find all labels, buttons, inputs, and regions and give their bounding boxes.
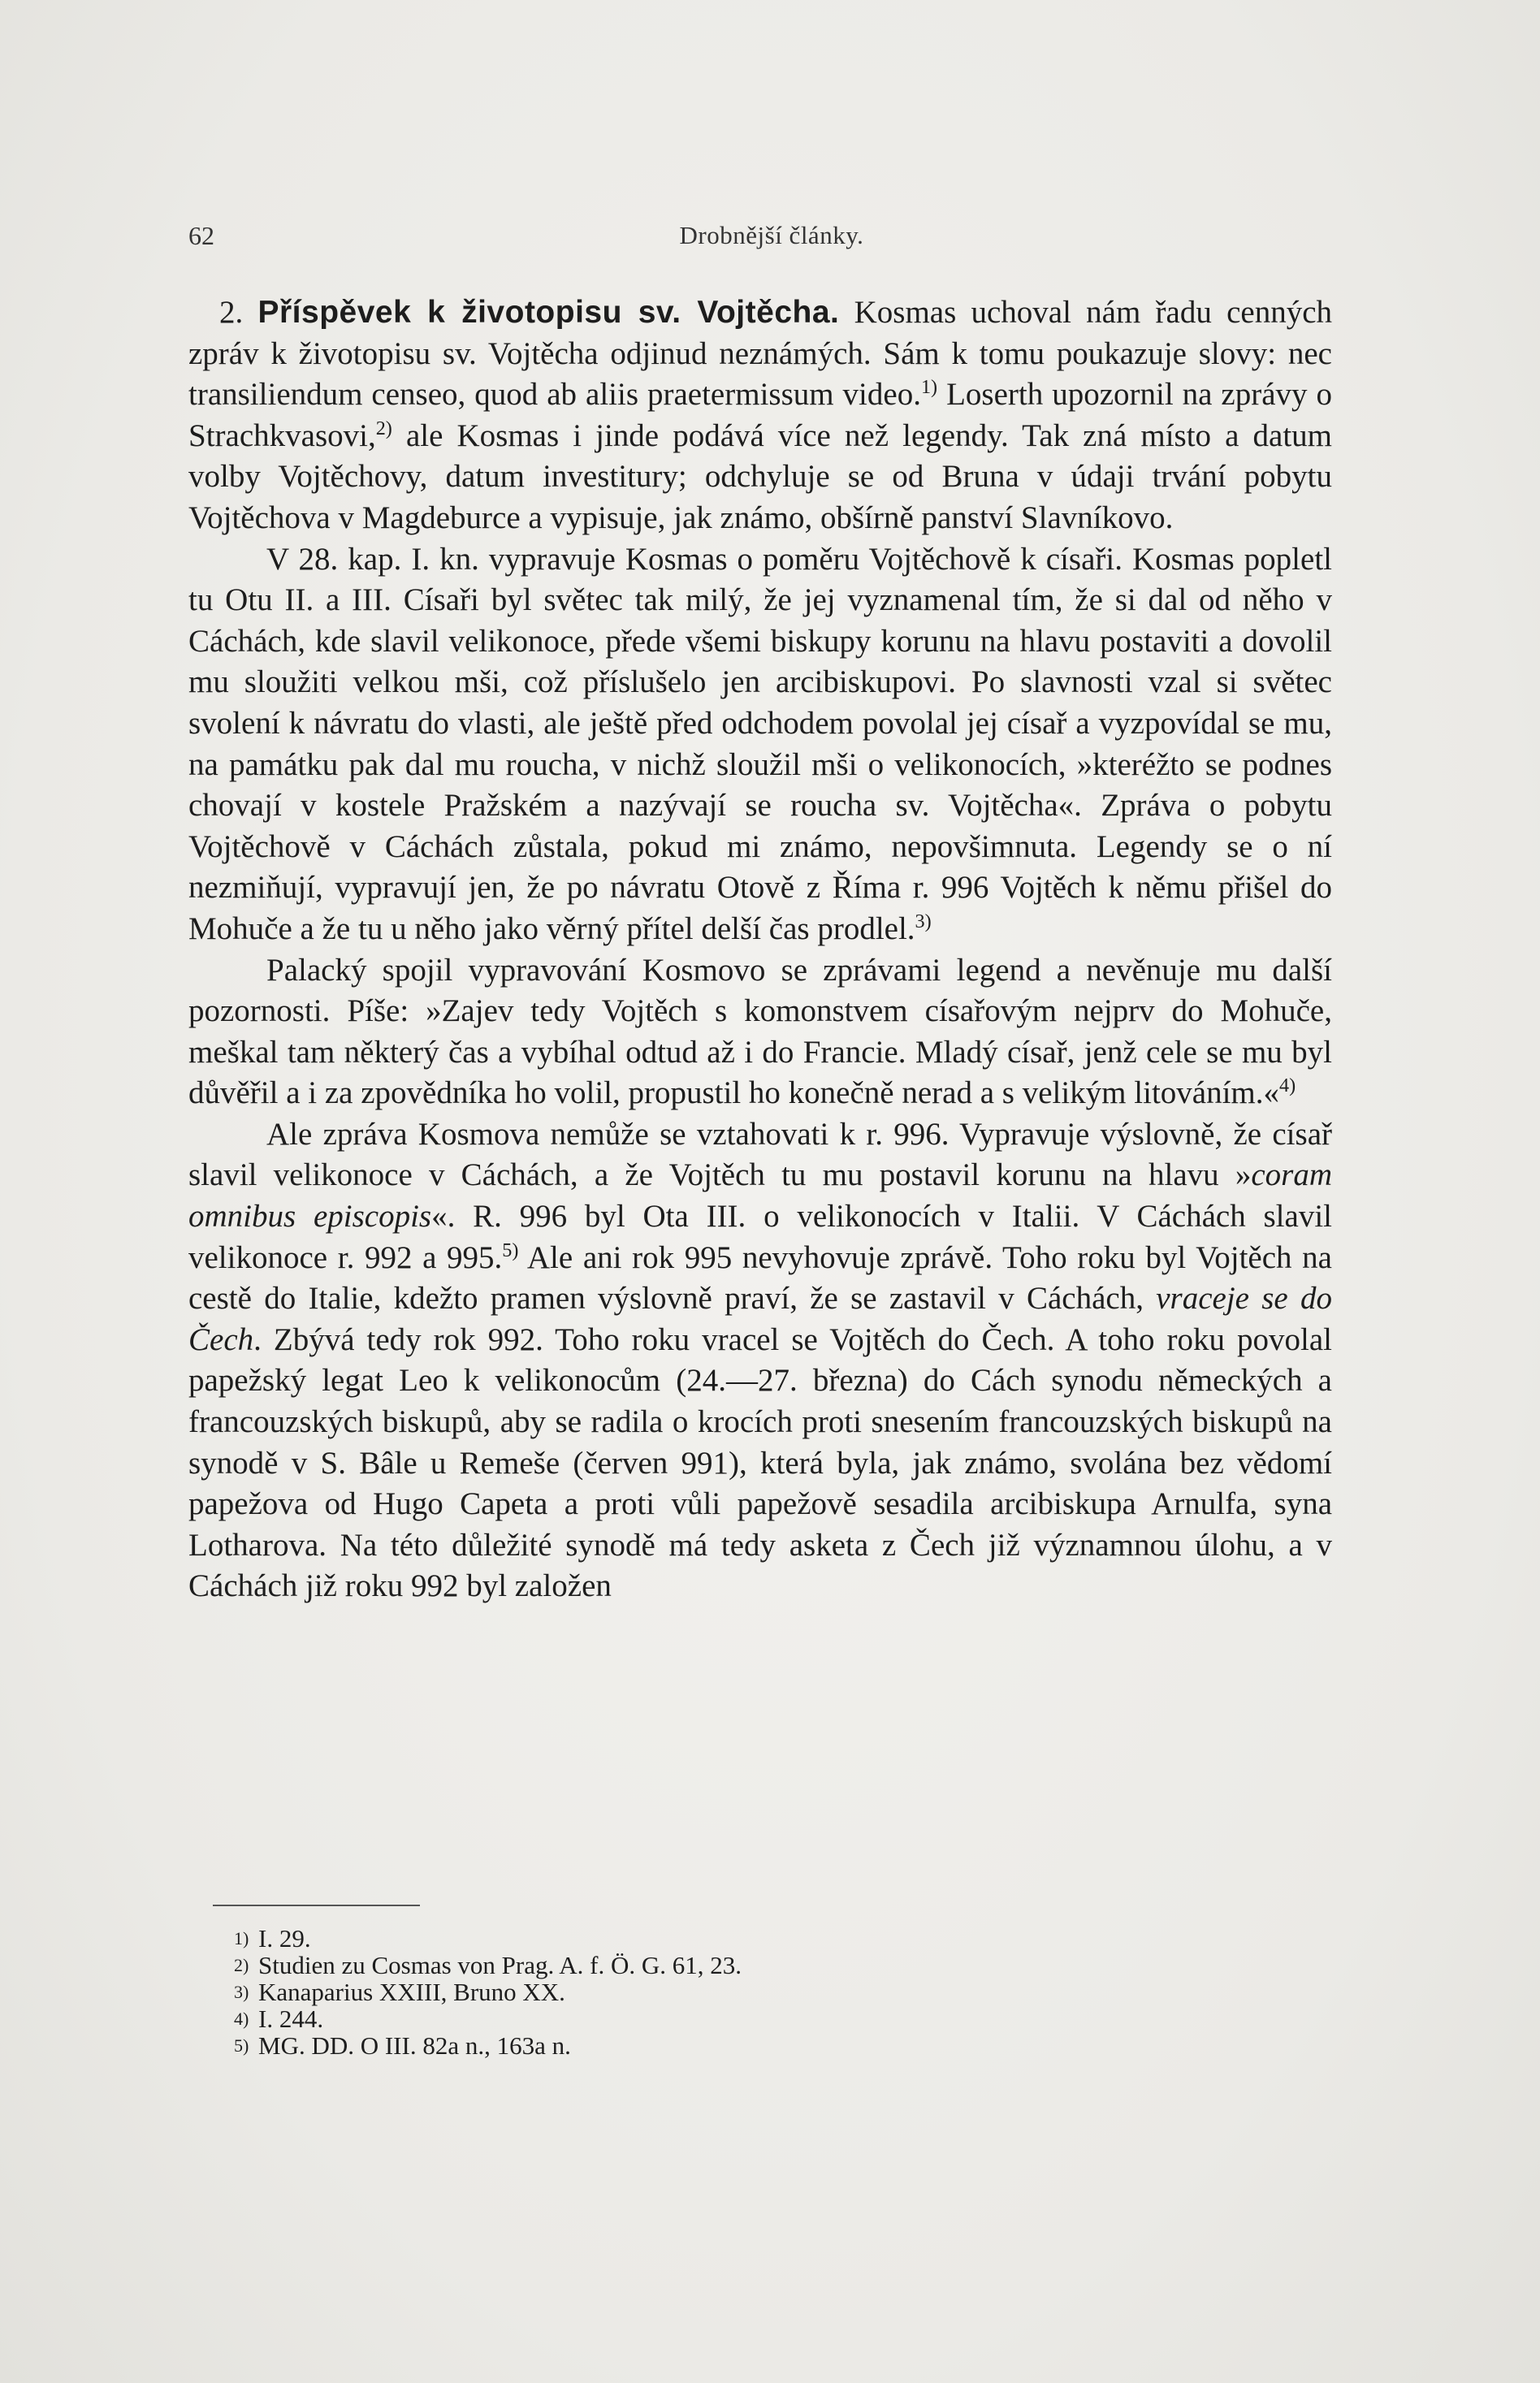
footnote-ref-5: 5) xyxy=(502,1239,519,1261)
footnote xyxy=(234,2005,1192,2033)
italic-phrase: vraceje se do Čech xyxy=(188,1281,1332,1357)
footnote-ref-3: 3) xyxy=(915,910,932,932)
footnote-ref-4: 4) xyxy=(1279,1075,1296,1097)
page-header xyxy=(188,221,1355,263)
paragraph-4: Ale zpráva Kosmova nemůže se vztahovati k r. 996. Vypravuje výslovně, že císař slavil velikonoce v Cáchách, a že Vojtěch tu mu postavil korunu na hlavu »coram omnibus episcopis«. R. 996 byl Ota III. o velikonocích v Italii. V Cáchách slavil velikonoce r. 992 a 995.$^{5)}$ Ale ani rok 995 nevyhovuje zprávě. Toho roku byl Vojtěch na cestě do Italie, kdežto pramen výslovně praví, že se zastavil v Cáchách, vraceje se do Čech. Zbývá tedy rok 992. Toho roku vracel se Vojtěch do Čech. A toho roku povolal papežský legat Leo k velikonocům (24.—27. března) do Cách synodu německých a francouzských biskupů, aby se radila o krocích proti snesením francouzských biskupů na synodě v S. Bâle u Remeše (červen 991), která byla, jak známo, svolána bez vědomí papežova od Hugo Capeta a proti vůli papežově sesadila arcibiskupa Arnulfa, syna Lotharova. Na této důležité synodě má tedy asketa z Čech již významnou úlohu, a v Cáchách již roku 992 byl založen xyxy=(188,1116,1332,1604)
page-number: 62 xyxy=(188,221,214,250)
footnote xyxy=(234,2031,1192,2060)
footnotes xyxy=(234,1924,1192,2060)
running-head: Drobnější články. xyxy=(679,221,864,249)
footnote-ref-1: 1) xyxy=(920,376,938,399)
footnote-text: I. 29. xyxy=(258,1924,311,1953)
footnote-text: Studien zu Cosmas von Prag. A. f. Ö. G. 61, 23. xyxy=(258,1951,742,1979)
footnote xyxy=(234,1978,1192,2006)
footnote xyxy=(234,1951,1192,1979)
section-title: Příspěvek k životopisu sv. Vojtěcha. xyxy=(257,295,840,330)
footnote-text: MG. DD. O III. 82a n., 163a n. xyxy=(258,2031,571,2060)
footnote-mark: 5) xyxy=(234,2035,249,2056)
paragraph-3: Palacký spojil vypravování Kosmovo se zprávami legend a nevěnuje mu další pozornosti. Píše: »Zajev tedy Vojtěch s komonstvem císařovým nejprv do Mohuče, meškal tam některý čas a vybíhal odtud až i do Francie. Mladý císař, jenž cele se mu byl důvěřil a i za zpovědníka ho volil, propustil ho konečně nerad a s velikým litováním.«$^{4)}$ xyxy=(188,952,1332,1111)
section-number: 2. xyxy=(219,295,244,330)
footnote-mark: 4) xyxy=(234,2009,249,2029)
footnote-ref-2: 2) xyxy=(375,417,392,439)
paragraph-2: V 28. kap. I. kn. vypravuje Kosmas o poměru Vojtěchově k císaři. Kosmas popletl tu Otu II. a III. Císaři byl světec tak milý, že jej vyznamenal tím, že si dal od něho v Cáchách, kde slavil velikonoce, přede všemi biskupy korunu na hlavu postaviti a dovolil mu sloužiti velkou mši, což příslušelo jen arcibiskupovi. Po slavnosti vzal si světec svolení k návratu do vlasti, ale ještě před odchodem povolal jej císař a vyzpovídal se mu, na památku pak dal mu roucha, v nichž sloužil mši o velikonocích, »kteréžto se podnes chovají v kostele Pražském a nazývají se roucha sv. Vojtěcha«. Zpráva o pobytu Vojtěchově v Cáchách zůstala, pokud mi známo, nepovšimnuta. Legendy se o ní nezmiňují, vypravují jen, že po návratu Otově z Říma r. 996 Vojtěch k němu přišel do Mohuče a že tu u něho jako věrný přítel delší čas prodlel.$^{3)}$ xyxy=(188,541,1332,946)
footnote-mark: 3) xyxy=(234,1982,249,2002)
article-body xyxy=(188,292,1332,1607)
footnote-text: Kanaparius XXIII, Bruno XX. xyxy=(258,1978,565,2006)
footnote xyxy=(234,1924,1192,1953)
italic-latin-phrase: coram omnibus episcopis xyxy=(188,1157,1332,1235)
footnote-mark: 2) xyxy=(234,1955,249,1975)
footnote-text: I. 244. xyxy=(258,2005,324,2033)
footnote-mark: 1) xyxy=(234,1928,249,1948)
footnote-divider xyxy=(213,1905,420,1906)
paragraph-1: 2. Příspěvek k životopisu sv. Vojtěcha. Kosmas uchoval nám řadu cenných zpráv k životopisu sv. Vojtěcha odjinud neznámých. Sám k tomu poukazuje slovy: nec transiliendum censeo, quod ab aliis praetermissum video.$^{1)}$ Loserth upozornil na zprávy o Strachkvasovi,$^{2)}$ ale Kosmas i jinde podává více než legendy. Tak zná místo a datum volby Vojtěchovy, datum investitury; odchyluje se od Bruna v údaji trvání pobytu Vojtěchova v Magdeburce a vypisuje, jak známo, obšírně panství Slavníkovo. xyxy=(188,295,1333,535)
